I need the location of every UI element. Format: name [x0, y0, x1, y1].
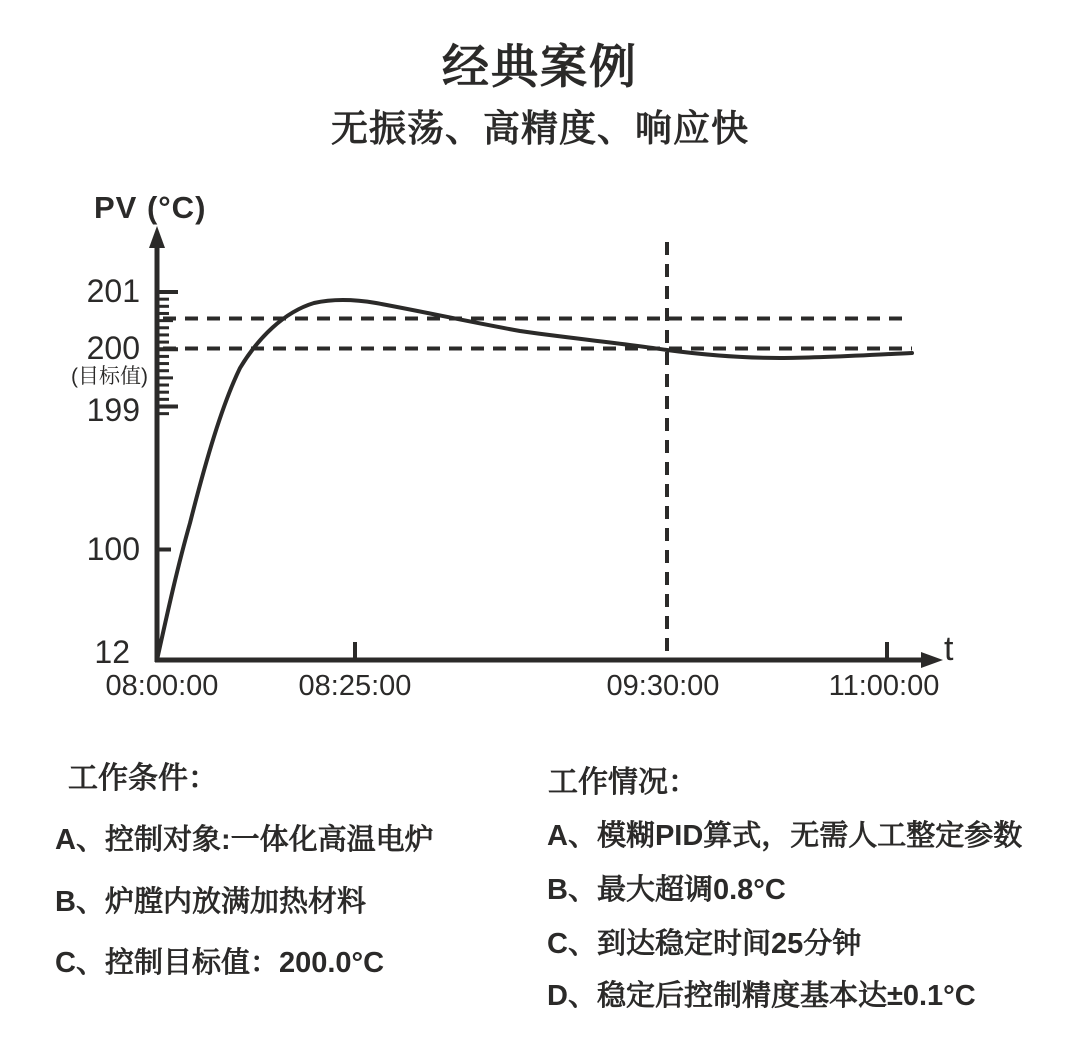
x-axis-title: t — [944, 630, 954, 668]
y-tick-label-200: 200 — [86, 330, 140, 366]
y-tick-label-201: 201 — [86, 273, 140, 309]
y-tick-label-199: 199 — [86, 392, 140, 428]
y-axis-arrow — [149, 226, 165, 248]
list-item: B、最大超调0.8°C — [547, 874, 786, 906]
x-tick-label-1100: 11:00:00 — [828, 670, 940, 702]
x-tick-label-0800: 08:00:00 — [105, 670, 219, 702]
list-item: D、稳定后控制精度基本达±0.1°C — [547, 980, 976, 1012]
y-axis-ruler-ticks — [157, 292, 178, 414]
y-axis-title: PV (°C) — [94, 190, 207, 225]
page-subtitle: 无振荡、高精度、响应快 — [331, 108, 749, 149]
x-tick-label-0930: 09:30:00 — [606, 670, 720, 702]
list-item: C、到达稳定时间25分钟 — [547, 928, 862, 960]
list-item: A、控制对象:一体化高温电炉 — [55, 824, 434, 856]
page-title: 经典案例 — [442, 40, 638, 93]
y-tick-label-100: 100 — [86, 531, 140, 567]
y-tick-label-12: 12 — [94, 634, 130, 670]
pv-curve — [157, 300, 912, 660]
y-target-note: (目标值) — [71, 365, 148, 388]
working-situation-heading: 工作情况： — [548, 766, 698, 799]
list-item: A、模糊PID算式，无需人工整定参数 — [547, 820, 1023, 852]
x-axis-arrow — [921, 652, 943, 668]
x-tick-label-0825: 08:25:00 — [298, 670, 412, 702]
list-item: B、炉膛内放满加热材料 — [55, 886, 366, 918]
working-conditions-heading: 工作条件： — [68, 762, 218, 795]
list-item: C、控制目标值：200.0°C — [55, 947, 385, 979]
